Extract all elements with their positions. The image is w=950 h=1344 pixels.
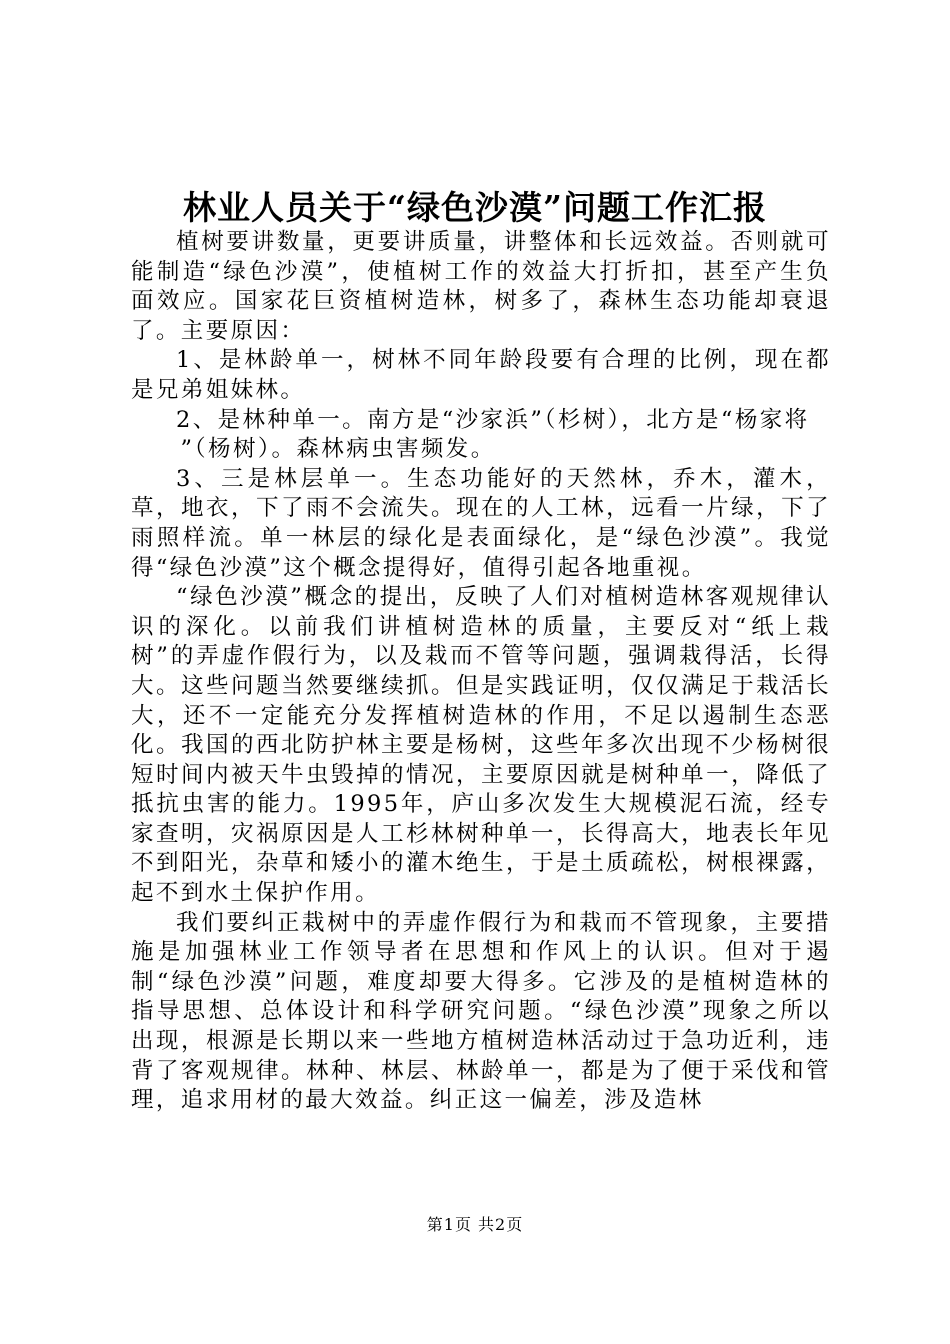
paragraph-measures: 我们要纠正栽树中的弄虚作假行为和栽而不管现象，主要措施是加强林业工作领导者在思想和作风上的认识。但对于遏制“绿色沙漠”问题，难度却要大得多。它涉及的是植树造林的指导思想、总体设计和科学研究问题。“绿色沙漠”现象之所以出现，根源是长期以来一些地方植树造林活动过于急功近利，违背了客观规律。林种、林层、林龄单一，都是为了便于采伐和管理，追求用材的最大效益。纠正这一偏差，涉及造林 [131,909,831,1114]
paragraph-point-2: 2、是林种单一。南方是“沙家浜”（杉树），北方是“杨家将 [176,406,810,433]
paragraph-point-1: 1、是林龄单一，树林不同年龄段要有合理的比例，现在都是兄弟姐妹林。 [131,347,831,403]
document-body [131,228,831,1116]
document-title: 林业人员关于“绿色沙漠”问题工作汇报 [183,188,767,227]
paragraph-point-2-continued: ”（杨树）。森林病虫害频发。 [180,436,496,463]
paragraph-point-3: 3、三是林层单一。生态功能好的天然林，乔木，灌木，草，地衣，下了雨不会流失。现在的人工林，远看一片绿，下了雨照样流。单一林层的绿化是表面绿化，是“绿色沙漠”。我觉得“绿色沙漠”这个概念提得好，值得引起各地重视。 [131,465,831,581]
page-footer: 第1页 共2页 [426,1215,524,1234]
paragraph-concept: “绿色沙漠”概念的提出，反映了人们对植树造林客观规律认识的深化。以前我们讲植树造林的质量，主要反对“纸上栽树”的弄虚作假行为，以及栽而不管等问题，强调栽得活，长得大。这些问题当然要继续抓。但是实践证明，仅仅满足于栽活长大，还不一定能充分发挥植树造林的作用，不足以遏制生态恶化。我国的西北防护林主要是杨树，这些年多次出现不少杨树很短时间内被天牛虫毁掉的情况，主要原因就是树种单一，降低了抵抗虫害的能力。1995年，庐山多次发生大规模泥石流，经专家查明，灾祸原因是人工杉林树种单一，长得高大，地表长年见不到阳光，杂草和矮小的灌木绝生，于是土质疏松，树根裸露，起不到水土保护作用。 [131,584,831,907]
paragraph-intro: 植树要讲数量，更要讲质量，讲整体和长远效益。否则就可能制造“绿色沙漠”，使植树工作的效益大打折扣，甚至产生负面效应。国家花巨资植树造林，树多了，森林生态功能却衰退了。主要原因： [131,229,831,344]
